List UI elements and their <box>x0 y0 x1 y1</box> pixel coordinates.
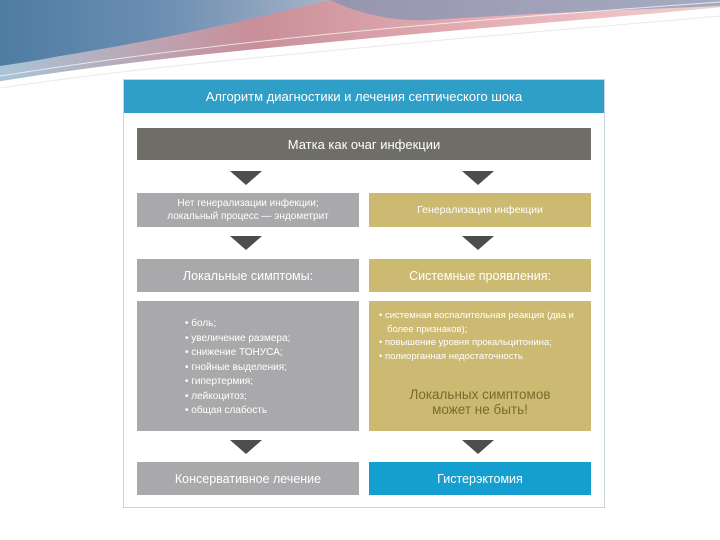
conservative-treatment-box: Консервативное лечение <box>137 462 359 495</box>
hysterectomy-box: Гистерэктомия <box>369 462 591 495</box>
list-item: • гипертермия; <box>185 375 290 390</box>
list-item: • гнойные выделения; <box>185 361 290 376</box>
list-item: • боль; <box>185 317 290 332</box>
arrow-down-icon <box>230 440 262 454</box>
local-symptoms-panel <box>137 301 359 431</box>
list-item: • снижение ТОНУСА; <box>185 346 290 361</box>
infection-source-box: Матка как очаг инфекции <box>137 128 591 160</box>
systemic-manifestations-header: Системные проявления: <box>369 259 591 292</box>
arrow-down-icon <box>462 440 494 454</box>
list-item: • повышение уровня прокальцитонина; <box>379 336 584 350</box>
systemic-symptoms-list <box>379 309 584 363</box>
list-item: • лейкоцитоз; <box>185 390 290 405</box>
list-item: • полиорганная недостаточность <box>379 350 584 364</box>
generalization-box: Генерализация инфекции <box>369 193 591 227</box>
arrow-down-icon <box>462 171 494 185</box>
slide-title: Алгоритм диагностики и лечения септического шока <box>124 80 604 113</box>
warning-note-line2: может не быть! <box>432 402 528 417</box>
local-symptoms-header: Локальные симптомы: <box>137 259 359 292</box>
no-generalization-line1: Нет генерализации инфекции; <box>177 198 319 209</box>
arrow-down-icon <box>230 236 262 250</box>
algorithm-slide <box>123 79 605 508</box>
systemic-symptoms-panel <box>369 301 591 431</box>
arrow-down-icon <box>462 236 494 250</box>
list-item: • системная воспалительная реакция (два и более признаков); <box>379 309 584 336</box>
list-item: • общая слабость <box>185 404 290 419</box>
arrow-down-icon <box>230 171 262 185</box>
warning-note-line1: Локальных симптомов <box>409 387 551 402</box>
no-generalization-box <box>137 193 359 227</box>
list-item: • увеличение размера; <box>185 332 290 347</box>
no-generalization-line2: локальный процесс — эндометрит <box>167 211 329 222</box>
local-symptoms-list <box>185 317 290 419</box>
warning-note <box>369 387 591 417</box>
